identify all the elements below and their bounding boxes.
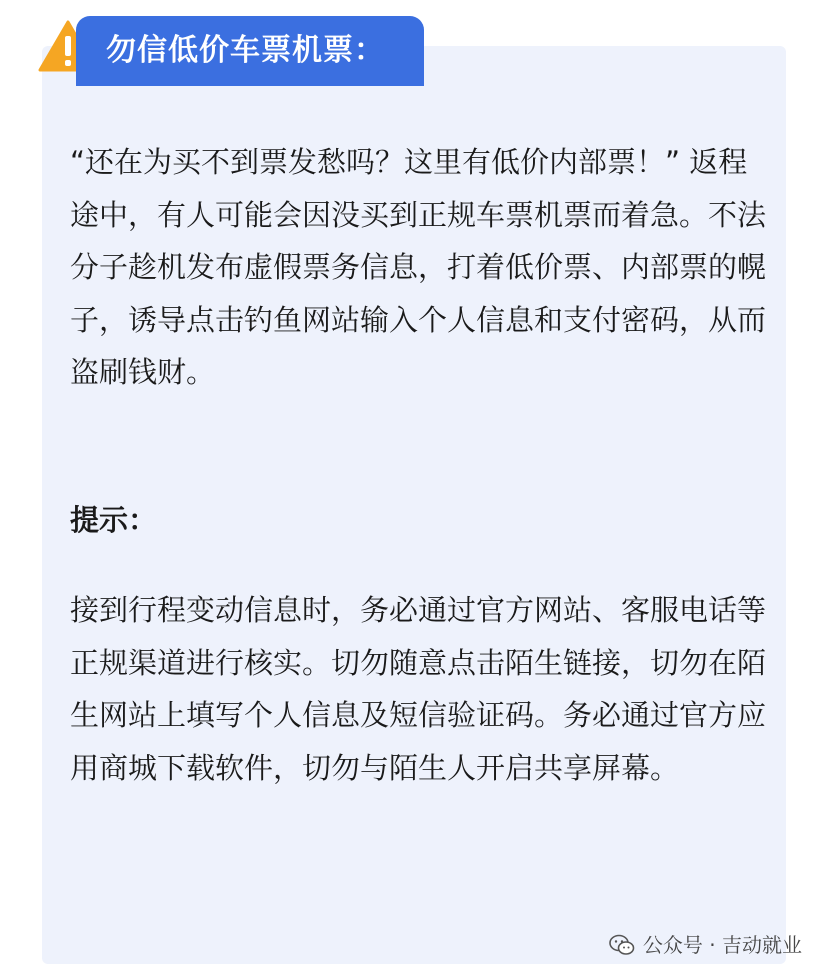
scam-description: “还在为买不到票发愁吗？这里有低价内部票！” 返程途中，有人可能会因没买到正规车票机票而着急。不法分子趁机发布虚假票务信息，打着低价票、内部票的幌子，诱导点击钓鱼网站输入个人信息和支付密码，从而盗刷钱财。 (70, 145, 767, 389)
wechat-watermark (609, 928, 802, 962)
watermark-text: 公众号 · 吉动就业 (642, 933, 802, 957)
section-title: 勿信低价车票机票： (76, 16, 424, 86)
tip-description: 接到行程变动信息时，务必通过官方网站、客服电话等正规渠道进行核实。切勿随意点击陌生链接，切勿在陌生网站上填写个人信息及短信验证码。务必通过官方应用商城下载软件，切勿与陌生人开启共享屏幕。 (70, 593, 767, 785)
tip-label: 提示： (70, 503, 158, 537)
wechat-icon (609, 934, 635, 956)
